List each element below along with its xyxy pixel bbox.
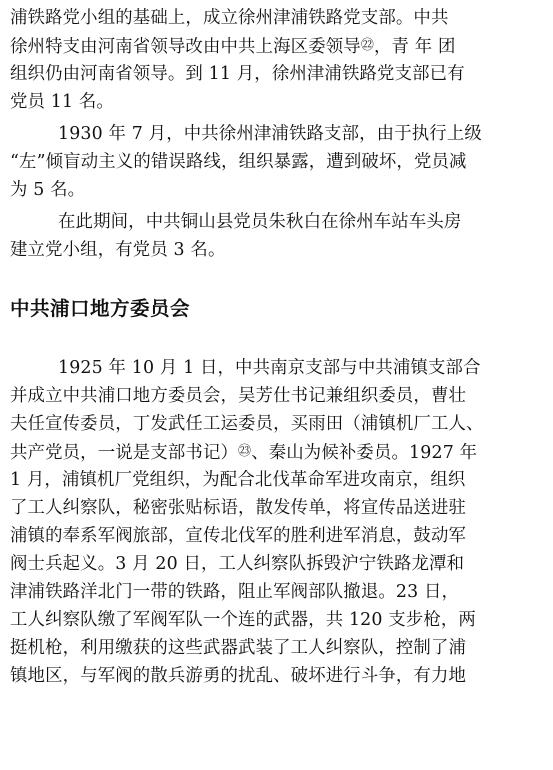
paragraph-2: [10, 120, 545, 204]
paragraph-3: [10, 208, 545, 264]
text-line: 1 月，浦镇机厂党组织，为配合北伐革命军进攻南京，组织: [10, 470, 466, 490]
text-line: 1925 年 10 月 1 日，中共南京支部与中共浦镇支部合: [58, 358, 481, 378]
text-line: 浦镇的奉系军阀旅部，宣传北伐军的胜利进军消息，鼓动军: [10, 526, 467, 546]
paragraph-4: [10, 354, 545, 690]
text-line: 建立党小组，有党员 3 名。: [10, 240, 226, 260]
text-line: 为 5 名。: [10, 180, 86, 200]
text-line: 夫任宣传委员，丁发武任工运委员，买雨田（浦镇机厂工人、: [10, 414, 484, 434]
text-span: ，青 年 团: [373, 37, 456, 57]
text-line: 津浦铁路洋北门一带的铁路，阻止军阀部队撤退。23 日，: [10, 582, 460, 602]
text-line: 阀士兵起义。3 月 20 日，工人纠察队拆毁沪宁铁路龙潭和: [10, 554, 465, 574]
text-line: 挺机枪，利用缴获的这些武器武装了工人纠察队，控制了浦: [10, 638, 467, 658]
footnote-marker: ㉓: [238, 444, 252, 459]
text-line: 并成立中共浦口地方委员会，吴芳仕书记兼组织委员，曹壮: [10, 386, 467, 406]
text-line: 工人纠察队缴了军阀军队一个连的武器，共 120 支步枪，两: [10, 610, 476, 630]
text-line: 在此期间，中共铜山县党员朱秋白在徐州车站车头房: [58, 212, 462, 232]
text-line: “左”倾盲动主义的错误路线，组织暴露，遭到破坏，党员减: [10, 152, 467, 172]
text-line: 1930 年 7 月，中共徐州津浦铁路支部，由于执行上级: [58, 124, 482, 144]
text-line: 浦铁路党小组的基础上，成立徐州津浦铁路党支部。中共: [10, 8, 449, 28]
paragraph-1: [10, 4, 545, 116]
text-line: 镇地区，与军阀的散兵游勇的扰乱、破坏进行斗争，有力地: [10, 666, 467, 686]
text-span: 徐州特支由河南省领导改由中共上海区委领导: [10, 37, 361, 57]
section-heading: 中共浦口地方委员会: [10, 297, 191, 320]
text-line: [10, 438, 545, 466]
text-span: 共产党员，一说是支部书记）: [10, 443, 239, 463]
text-line: 党员 11 名。: [10, 92, 114, 112]
text-span: 、秦山为候补委员。1927 年: [251, 443, 478, 463]
text-line: 组织仍由河南省领导。到 11 月，徐州津浦铁路党支部已有: [10, 64, 465, 84]
text-line: 了工人纠察队，秘密张贴标语，散发传单，将宣传品送进驻: [10, 498, 467, 518]
text-line: [10, 32, 545, 60]
footnote-marker: ㉒: [360, 38, 374, 53]
